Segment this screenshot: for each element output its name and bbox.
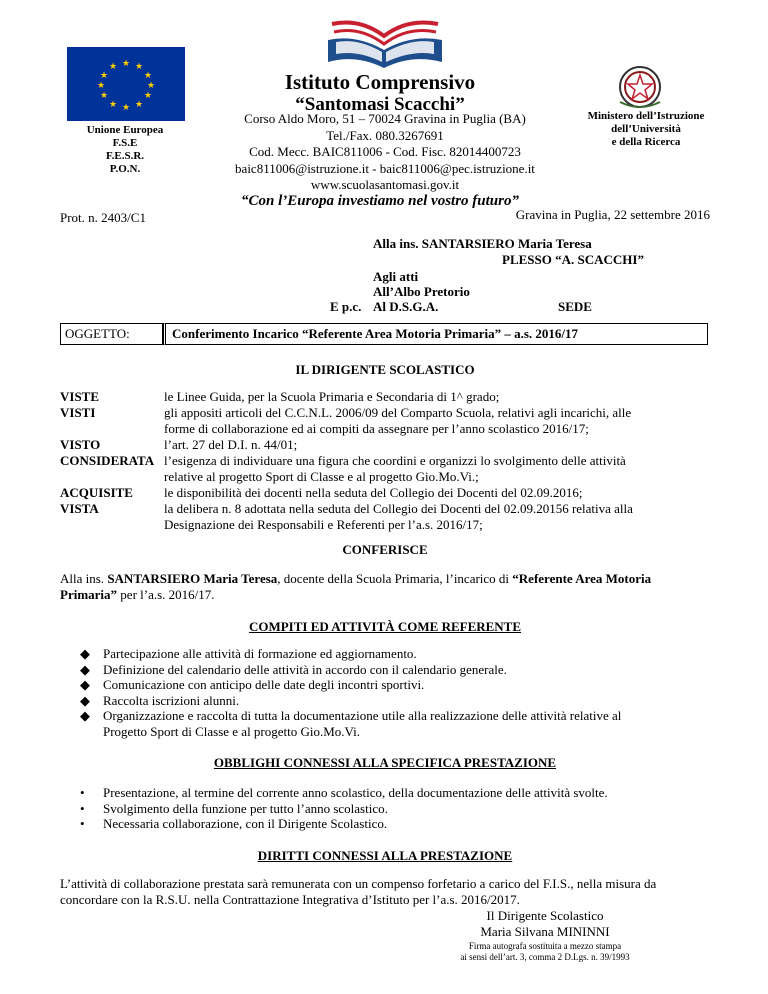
recipient-albo: All’Albo Pretorio	[373, 284, 470, 299]
premise-row: ACQUISITE le disponibilità dei docenti nella seduta del Collegio dei Docenti del 02.09.2016;	[60, 485, 583, 500]
signature-note: Firma autografa sostituita a mezzo stampa ai sensi dell’art. 3, comma 2 D.Lgs. n. 39/1993	[460, 941, 630, 962]
list-item: Progetto Sport di Classe e al progetto Gio.Mo.Vi.	[103, 723, 361, 739]
recipient-sede: SEDE	[558, 299, 592, 314]
tasks-list	[60, 646, 725, 739]
tasks-heading: COMPITI ED ATTIVITÀ COME REFERENTE	[248, 619, 522, 634]
eu-label: Unione Europea F.S.E F.E.S.R. P.O.N.	[86, 124, 164, 175]
motto: “Con l’Europa investiamo nel vostro futuro”	[241, 193, 519, 209]
svg-text:★: ★	[108, 62, 118, 72]
premise-row: VISTO l’art. 27 del D.I. n. 44/01;	[60, 437, 298, 452]
list-item: ◆ Partecipazione alle attività di formazione ed aggiornamento.	[80, 646, 417, 661]
svg-text:★: ★	[99, 71, 109, 81]
rights-heading: DIRITTI CONNESSI ALLA PRESTAZIONE	[257, 848, 513, 863]
conferisce-heading: CONFERISCE	[342, 542, 428, 557]
signature-name: Maria Silvana MININNI	[480, 924, 610, 939]
recipient-dsga: Al D.S.G.A.	[373, 299, 439, 314]
subject-text: Conferimento Incarico “Referente Area Motoria Primaria” – a.s. 2016/17	[163, 323, 708, 345]
obligations-heading: OBBLIGHI CONNESSI ALLA SPECIFICA PRESTAZIONE	[213, 755, 557, 770]
svg-text:★: ★	[121, 59, 131, 69]
school-address: Corso Aldo Moro, 51 – 70024 Gravina in Puglia (BA) Tel./Fax. 080.3267691 Cod. Mecc. BAIC811006 - Cod. Fisc. 82014400723 baic811006@istruzione.it - baic811006@pec.istruzione.it www.scuolasantomasi.gov.it	[235, 111, 535, 192]
obligations-list	[60, 785, 725, 832]
svg-text:★: ★	[99, 91, 109, 101]
premises-list	[60, 389, 710, 533]
list-item: ◆ Definizione del calendario delle attività in accordo con il calendario generale.	[80, 661, 507, 677]
list-item: ◆ Raccolta iscrizioni alunni.	[80, 692, 240, 708]
svg-text:★: ★	[143, 71, 153, 81]
svg-text:★: ★	[146, 81, 156, 91]
school-name: “Santomasi Scacchi”	[295, 94, 465, 115]
list-item: • Necessaria collaborazione, con il Dirigente Scolastico.	[80, 816, 388, 831]
recipient-line: Alla ins. SANTARSIERO Maria Teresa	[373, 236, 592, 251]
premise-row: VISTE le Linee Guida, per la Scuola Primaria e Secondaria di 1^ grado;	[60, 389, 500, 404]
svg-text:★: ★	[134, 62, 144, 72]
school-logo	[320, 16, 450, 72]
list-item: ◆ Organizzazione e raccolta di tutta la documentazione utile alla realizzazione delle attività relative al	[80, 708, 622, 723]
authority-heading: IL DIRIGENTE SCOLASTICO	[295, 362, 475, 377]
list-item: ◆ Comunicazione con anticipo delle date degli incontri sportivi.	[80, 677, 425, 692]
signature-role: Il Dirigente Scolastico	[486, 908, 604, 923]
subject-label: OGGETTO:	[60, 323, 163, 345]
eu-flag-logo	[67, 47, 185, 121]
recipient-plesso: PLESSO “A. SCACCHI”	[502, 252, 644, 267]
recipient-atti: Agli atti	[373, 269, 419, 284]
svg-text:★: ★	[121, 103, 131, 113]
list-item: • Presentazione, al termine del corrente anno scolastico, della documentazione delle attività svolte.	[80, 785, 608, 800]
premise-row: CONSIDERATA l’esigenza di individuare una figura che coordini e organizzi lo svolgimento delle attività	[60, 453, 626, 468]
ep-label: E p.c.	[330, 299, 362, 314]
italian-republic-emblem	[610, 64, 670, 110]
premise-row: VISTA la delibera n. 8 adottata nella seduta del Collegio dei Docenti del 02.09.20156 relativa alla	[60, 501, 633, 516]
ministry-label: Ministero dell’Istruzione dell’Università e della Ricerca	[587, 110, 705, 148]
svg-text:★: ★	[134, 100, 144, 110]
premise-row: Designazione dei Responsabili e Referenti per l’a.s. 2016/17;	[164, 517, 483, 532]
place-date: Gravina in Puglia, 22 settembre 2016	[515, 207, 710, 222]
list-item: • Svolgimento della funzione per tutto l’anno scolastico.	[80, 800, 388, 816]
svg-text:★: ★	[143, 91, 153, 101]
premise-row: VISTI gli appositi articoli del C.C.N.L. 2006/09 del Comparto Scuola, relativi agli incarichi, alle	[60, 405, 632, 420]
premise-row: relative al progetto Sport di Classe e al progetto Gio.Mo.Vi.;	[164, 469, 479, 484]
school-title: Istituto Comprensivo	[284, 70, 476, 94]
svg-text:★: ★	[108, 100, 118, 110]
premise-row: forme di collaborazione ed ai compiti da assegnare per l’anno scolastico 2016/17;	[164, 421, 589, 436]
svg-text:★: ★	[96, 81, 106, 91]
rights-paragraph: L’attività di collaborazione prestata sarà remunerata con un compenso forfetario a carico del F.I.S., nella misura da concordare con la R.S.U. nella Contrattazione Integrativa d’Istituto per l’a.s. 2016/2017.	[60, 876, 657, 907]
assignment-paragraph: Alla ins. SANTARSIERO Maria Teresa, docente della Scuola Primaria, l’incarico di “Referente Area Motoria Primaria” per l’a.s. 2016/17.	[60, 571, 652, 602]
protocol-number: Prot. n. 2403/C1	[60, 210, 146, 225]
